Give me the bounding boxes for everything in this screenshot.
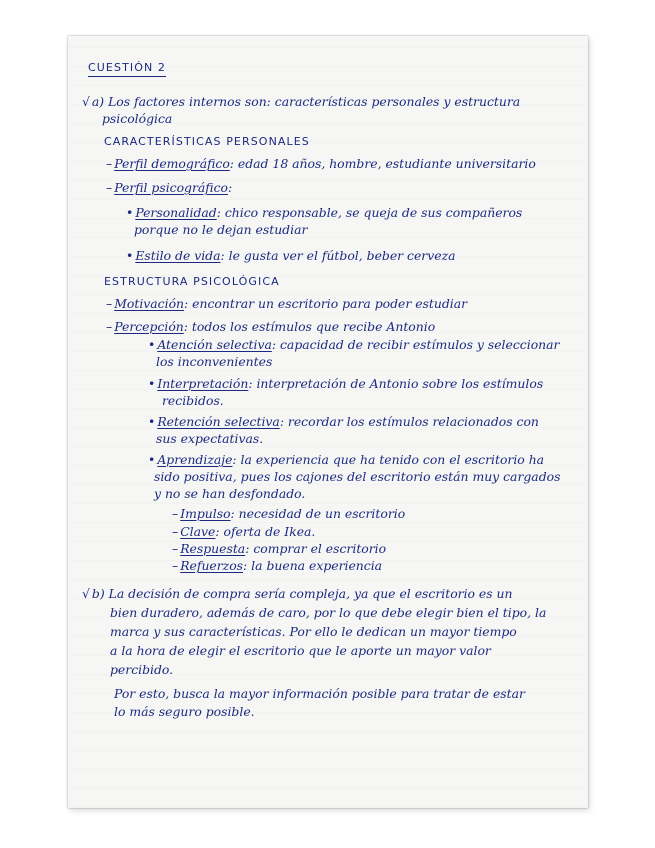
dash-mark: – (172, 558, 179, 573)
item-interpretacion: • Interpretación: interpretación de Antonio sobre los estímulos (148, 376, 544, 391)
check-mark-icon: √ (82, 586, 90, 601)
item-perfil-psicografico: – Perfil psicográfico: (106, 180, 233, 195)
item-atencion-selectiva-cont: los inconvenientes (156, 354, 273, 369)
item-personalidad: • Personalidad: chico responsable, se queja de sus compañeros (126, 205, 523, 220)
heading-estructura-psicologica: ESTRUCTURA PSICOLÓGICA (104, 275, 280, 288)
heading-caracteristicas-personales: CARACTERÍSTICAS PERSONALES (104, 135, 310, 148)
dash-mark: – (172, 524, 179, 539)
check-mark-icon: √ (82, 94, 90, 109)
dash-mark: – (172, 506, 179, 521)
bullet-mark: • (148, 376, 156, 391)
paper-sheet (68, 36, 588, 808)
item-perfil-demografico: – Perfil demográfico: edad 18 años, hombre, estudiante universitario (106, 156, 536, 171)
part-b-line-3: marca y sus características. Por ello le dedican un mayor tiempo (110, 624, 517, 639)
item-aprendizaje: • Aprendizaje: la experiencia que ha tenido con el escritorio ha (148, 452, 545, 467)
item-percepcion: – Percepción: todos los estímulos que recibe Antonio (106, 319, 436, 334)
part-a-intro-cont: psicológica (102, 111, 173, 126)
bullet-mark: • (126, 205, 134, 220)
item-respuesta: – Respuesta: comprar el escritorio (172, 541, 387, 556)
part-b-line-2: bien duradero, además de caro, por lo que debe elegir bien el tipo, la (110, 605, 547, 620)
bullet-mark: • (126, 248, 134, 263)
item-aprendizaje-cont-1: sido positiva, pues los cajones del escritorio están muy cargados (154, 469, 561, 484)
item-refuerzos: – Refuerzos: la buena experiencia (172, 558, 383, 573)
bullet-mark: • (148, 414, 156, 429)
dash-mark: – (106, 156, 113, 171)
item-clave: – Clave: oferta de Ikea. (172, 524, 316, 539)
part-b-line-7: lo más seguro posible. (114, 704, 255, 719)
item-estilo-de-vida: • Estilo de vida: le gusta ver el fútbol, beber cerveza (126, 248, 456, 263)
item-retencion-selectiva-cont: sus expectativas. (156, 431, 264, 446)
item-atencion-selectiva: • Atención selectiva: capacidad de recibir estímulos y seleccionar (148, 337, 560, 352)
part-b-line-6: Por esto, busca la mayor información posible para tratar de estar (114, 686, 525, 701)
item-motivacion: – Motivación: encontrar un escritorio para poder estudiar (106, 296, 468, 311)
dash-mark: – (172, 541, 179, 556)
item-aprendizaje-cont-2: y no se han desfondado. (154, 486, 306, 501)
dash-mark: – (106, 296, 113, 311)
item-interpretacion-cont: recibidos. (162, 393, 224, 408)
item-impulso: – Impulso: necesidad de un escritorio (172, 506, 406, 521)
bullet-mark: • (148, 337, 156, 352)
part-b-line-1: √ b) La decisión de compra sería compleja, ya que el escritorio es un (82, 586, 513, 601)
part-a-intro: √ a) Los factores internos son: características personales y estructura (82, 94, 521, 109)
bullet-mark: • (148, 452, 156, 467)
item-retencion-selectiva: • Retención selectiva: recordar los estímulos relacionados con (148, 414, 539, 429)
part-b-line-5: percibido. (110, 662, 174, 677)
item-personalidad-cont: porque no le dejan estudiar (134, 222, 308, 237)
part-b-line-4: a la hora de elegir el escritorio que le aporte un mayor valor (110, 643, 491, 658)
dash-mark: – (106, 319, 113, 334)
dash-mark: – (106, 180, 113, 195)
question-title: CUESTIÓN 2 (88, 62, 166, 73)
